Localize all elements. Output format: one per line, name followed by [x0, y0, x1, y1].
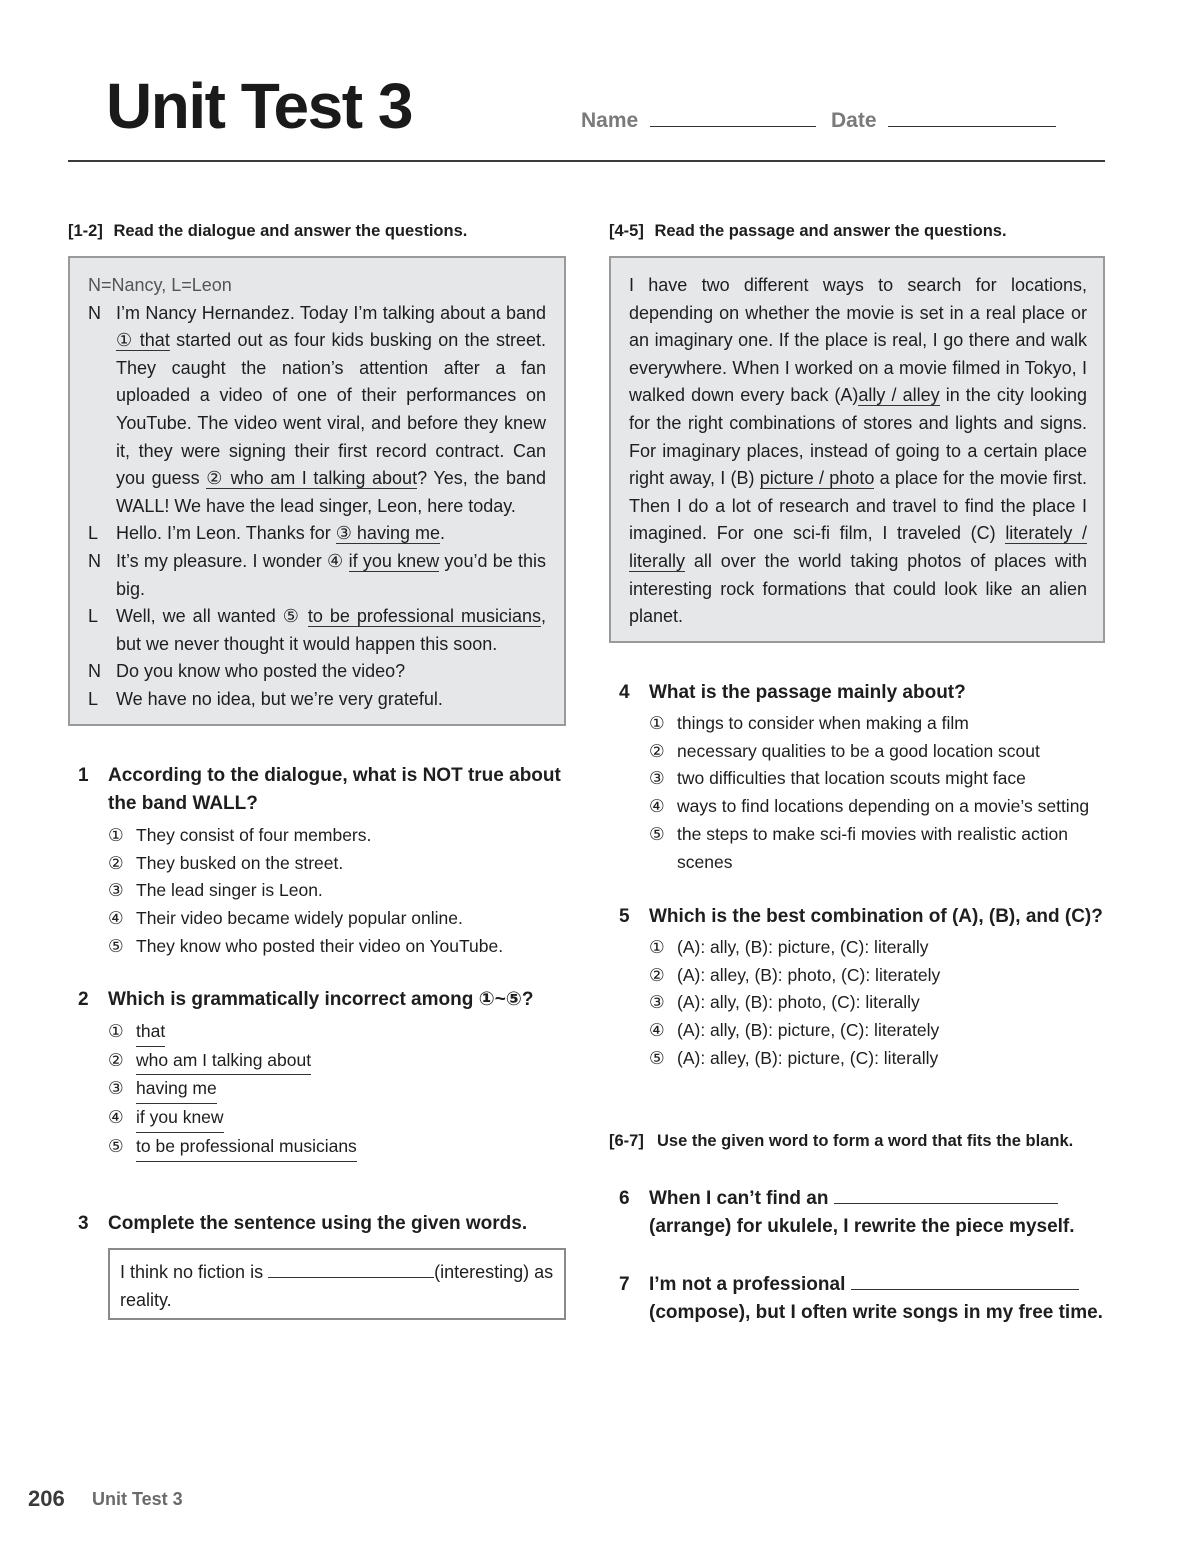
question-number: 5 — [619, 906, 630, 927]
choice-b: picture / photo — [759, 468, 875, 489]
date-field — [831, 108, 1056, 133]
dialogue-text: We have no idea, but we’re very grateful. — [116, 688, 443, 709]
question-number: 4 — [619, 682, 630, 703]
passage-text: I have two different ways to search for locations, depending on whether the movie is set in a real place or an imaginary one. If the place is real, I go there and walk everywhere. When I worked on a movie filmed in Tokyo, I walked down every back (A)ally / alley in the city looking for the right combinations of stores and lights and signs. For imaginary places, instead of going to a certain place right away, I (B) picture / photo a place for the movie first. Then I do a lot of research and travel to find the place I imagined. For one sci-fi film, I traveled (C) literately / literally all over the world taking photos of places with interesting rock formations that could look like an alien planet. — [629, 275, 1088, 627]
sentence-text: I think no fiction is — [120, 1262, 269, 1282]
option[interactable]: ① things to consider when making a film — [649, 713, 969, 733]
name-label: Name — [581, 109, 639, 132]
options-list — [108, 822, 570, 961]
question-text: According to the dialogue, what is NOT true about the band WALL? — [108, 765, 561, 814]
option[interactable]: ② They busked on the street. — [108, 852, 344, 873]
dialogue-line — [88, 686, 546, 714]
section-label: [1-2] — [68, 222, 103, 240]
section-instruction: Read the passage and answer the questions. — [654, 222, 1007, 240]
option[interactable]: ④ Their video became widely popular online. — [108, 908, 463, 929]
question-5 — [619, 903, 1109, 1073]
option[interactable]: ② (A): alley, (B): photo, (C): literately — [649, 964, 941, 985]
question-text: Complete the sentence using the given words. — [108, 1213, 528, 1234]
speaker-label: N — [88, 302, 101, 323]
page-number: 206 — [28, 1486, 65, 1511]
dialogue-legend: N=Nancy, L=Leon — [88, 275, 232, 295]
question-text: I’m not a professional (compose), but I often write songs in my free time. — [649, 1271, 1109, 1327]
section-label: [6-7] — [609, 1132, 644, 1150]
option[interactable]: ③ two difficulties that location scouts might face — [649, 768, 1026, 789]
option[interactable]: ⑤ to be professional musicians — [108, 1133, 570, 1162]
speaker-label: N — [88, 661, 101, 682]
dialogue-text: Well, we all wanted ⑤ to be professional musicians, but we never thought it would happen this soon. — [116, 606, 546, 654]
speaker-label: N — [88, 550, 101, 571]
page-title: Unit Test 3 — [106, 70, 412, 142]
section-instruction: Use the given word to form a word that fits the blank. — [657, 1132, 1074, 1150]
footer-label: Unit Test 3 — [92, 1489, 183, 1509]
option[interactable]: ⑤ They know who posted their video on YouTube. — [108, 935, 504, 956]
option[interactable]: ③ (A): ally, (B): photo, (C): literally — [649, 992, 920, 1013]
speaker-label: L — [88, 606, 99, 627]
speaker-label: L — [88, 523, 99, 544]
header-divider — [68, 160, 1105, 162]
options-list — [649, 934, 1109, 1073]
choice-c: literately / literally — [629, 523, 1087, 571]
date-blank — [888, 108, 1056, 127]
options-list — [649, 710, 1109, 876]
option[interactable]: ⑤ (A): alley, (B): picture, (C): literally — [649, 1047, 939, 1068]
dialogue-text: I’m Nancy Hernandez. Today I’m talking about a band ① that started out as four kids busking on the street. They caught the nation’s attention after a fan uploaded a video of one of their performances on YouTube. The video went viral, and before they knew it, they were signing their first record contract. Can you guess ② who am I talking about? Yes, the band WALL! We have the lead singer, Leon, here today. — [116, 302, 546, 516]
section-1-2-heading — [68, 218, 568, 244]
dialogue-box — [68, 256, 566, 726]
underlined-marker-5: to be professional musicians — [307, 606, 541, 627]
question-number: 6 — [619, 1188, 630, 1209]
underlined-marker-4: if you knew — [348, 550, 440, 571]
options-list — [108, 1018, 570, 1162]
dialogue-text: Do you know who posted the video? — [116, 661, 406, 682]
option[interactable]: ② necessary qualities to be a good location scout — [649, 740, 1040, 761]
question-7 — [619, 1271, 1109, 1327]
option[interactable]: ① that — [108, 1018, 570, 1047]
question-text: When I can’t find an (arrange) for ukulele, I rewrite the piece myself. — [649, 1185, 1109, 1241]
question-number: 7 — [619, 1274, 630, 1295]
dialogue-line — [88, 603, 546, 658]
sentence-text: (interesting) as reality. — [120, 1262, 554, 1310]
question-text: Which is the best combination of (A), (B), and (C)? — [649, 906, 1103, 927]
underlined-marker-2: ② who am I talking about — [206, 468, 418, 489]
speaker-label: L — [88, 688, 99, 709]
name-blank — [650, 108, 816, 127]
option[interactable]: ② who am I talking about — [108, 1047, 570, 1076]
dialogue-line — [88, 658, 546, 686]
question-text: What is the passage mainly about? — [649, 682, 966, 703]
option[interactable]: ④ if you knew — [108, 1104, 570, 1133]
question-4 — [619, 679, 1109, 876]
option[interactable]: ③ having me — [108, 1075, 570, 1104]
answer-blank[interactable] — [851, 1271, 1079, 1290]
question-number: 2 — [78, 989, 89, 1010]
dialogue-text: It’s my pleasure. I wonder ④ if you knew you’d be this big. — [116, 550, 546, 599]
underlined-marker-1: ① that — [116, 330, 170, 351]
question-number: 1 — [78, 765, 89, 786]
section-instruction: Read the dialogue and answer the questions. — [113, 222, 468, 240]
section-4-5-heading — [609, 218, 1109, 244]
section-6-7-heading — [609, 1128, 1099, 1154]
question-6 — [619, 1185, 1109, 1241]
question-1 — [78, 762, 570, 961]
q3-sentence-box — [108, 1248, 566, 1320]
answer-blank[interactable] — [834, 1185, 1058, 1204]
question-2 — [78, 986, 570, 1162]
choice-a: ally / alley — [858, 385, 940, 406]
name-field — [581, 108, 816, 133]
passage-box — [609, 256, 1105, 643]
underlined-marker-3: ③ having me — [335, 523, 440, 544]
section-label: [4-5] — [609, 222, 644, 240]
option[interactable]: ④ (A): ally, (B): picture, (C): literately — [649, 1020, 940, 1041]
dialogue-line — [88, 520, 546, 548]
option[interactable]: ① (A): ally, (B): picture, (C): literally — [649, 937, 929, 957]
date-label: Date — [831, 109, 877, 132]
question-text: Which is grammatically incorrect among ①~⑤? — [108, 989, 534, 1010]
dialogue-line — [88, 548, 546, 603]
option[interactable]: ④ ways to find locations depending on a movie’s setting — [649, 796, 1090, 817]
question-3 — [78, 1210, 570, 1238]
dialogue-line — [88, 300, 546, 521]
option[interactable]: ⑤ the steps to make sci-fi movies with realistic action scenes — [649, 823, 1068, 872]
option[interactable]: ① They consist of four members. — [108, 825, 372, 845]
answer-blank[interactable] — [268, 1259, 434, 1278]
option[interactable]: ③ The lead singer is Leon. — [108, 880, 323, 901]
dialogue-text: Hello. I’m Leon. Thanks for ③ having me. — [116, 523, 445, 544]
question-number: 3 — [78, 1213, 89, 1234]
